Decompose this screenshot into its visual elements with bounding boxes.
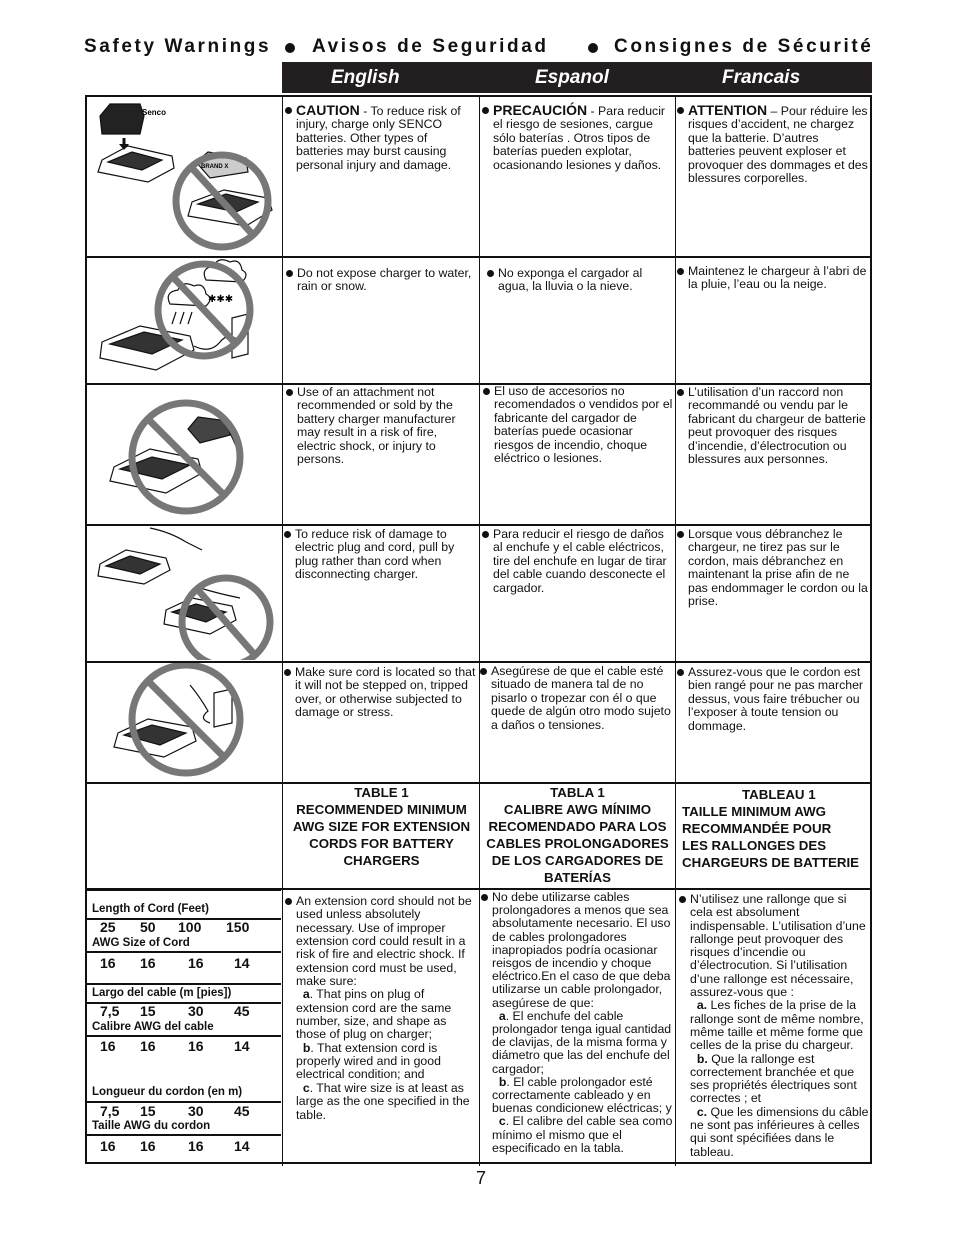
table-title-fr: TABLEAU 1 TAILLE MINIMUM AWG RECOMMANDÉE POUR LES RALLONGES DES CHARGEURS DE BATTERIE xyxy=(682,787,860,870)
bullet-icon xyxy=(677,107,684,114)
bullet-icon xyxy=(285,43,295,53)
table-rule xyxy=(86,1134,281,1136)
lang-english: English xyxy=(331,67,400,88)
lang-french: Francais xyxy=(722,67,801,88)
size-label-es: Calibre AWG del cable xyxy=(92,1021,214,1033)
page-title xyxy=(84,36,872,58)
title-spanish: Avisos de Seguridad xyxy=(312,36,549,57)
bullet-icon xyxy=(480,668,487,675)
brand-x-label: BRAND X xyxy=(201,164,229,170)
senco-brand-label: Senco xyxy=(142,108,167,117)
table-rule xyxy=(86,951,281,953)
bullet-icon xyxy=(481,894,488,901)
caution-fr: ATTENTION – Pour réduire les risques d’accident, ne chargez que la batterie. D’autres batteries peuvent exploser et provoquer des dommages et des blessures corporelles. xyxy=(677,104,869,185)
caution-en: CAUTION - To reduce risk of injury, charge only SENCO batteries. Other types of batteries may burst causing personal injury and damage. xyxy=(285,104,475,172)
table-rule xyxy=(86,918,281,920)
cord-warning-es: Asegúrese de que el cable esté situado de manera tal de no pisarlo o tropezar con él o que quede de algún otro modo sujeto a daños o tensiones. xyxy=(480,665,672,732)
caution-es: PRECAUCIÓN - Para reducir el riesgo de sesiones, cargue sólo baterías . Otros tipos de baterías pueden explotar, ocasionando lesiones y daños. xyxy=(482,104,672,172)
language-header-bar xyxy=(282,62,872,93)
bullet-icon xyxy=(487,270,494,277)
title-english: Safety Warnings xyxy=(84,36,272,57)
bullet-icon xyxy=(482,531,489,538)
bullet-icon xyxy=(679,896,686,903)
length-label-en: Length of Cord (Feet) xyxy=(92,903,209,915)
cord-warning-en: Make sure cord is located so that it will not be stepped on, tripped over, or otherwise subjected to damage or stress. xyxy=(284,666,476,720)
unplug-warning-en: To reduce risk of damage to electric plug and cord, pull by plug rather than cord when disconnecting charger. xyxy=(284,528,476,582)
bullet-icon xyxy=(677,389,684,396)
bullet-icon xyxy=(284,531,291,538)
charger-brand-x-illustration xyxy=(88,98,280,254)
table-title-en: TABLE 1 RECOMMENDED MINIMUM AWG SIZE FOR EXTENSION CORDS FOR BATTERY CHARGERS xyxy=(292,785,471,868)
bullet-icon xyxy=(677,531,684,538)
awg-size-table: Length of Cord (Feet) 25 50 100 150 AWG Size of Cord 16 16 16 14 Largo del cable (m [pies]) 7,5 15 30 45 Calibre AWG del cable 16 16 16 14 Longueur du cordon (en m) 7,5 15 30 45 Taille AWG du cordon 16 16 16 14 xyxy=(92,903,250,1154)
size-label-fr: Taille AWG du cordon xyxy=(92,1120,211,1132)
bullet-icon xyxy=(482,107,489,114)
table-rule xyxy=(86,1002,281,1004)
bullet-icon xyxy=(286,270,293,277)
extension-cord-en: An extension cord should not be used unless absolutely necessary. Use of improper extension cord could result in a risk of fire and electric shock. If extension cord must be used, make sure: a. That pins on plug of extension cord are the same number, size, and shape as those of plug on charger; b. That extension cord is properly wired and in good electrical condition; and c. That wire size is at least as large as the one specified in the table. xyxy=(285,895,477,1122)
bullet-icon xyxy=(677,669,684,676)
unplug-warning-es: Para reducir el riesgo de daños al enchufe y el cable eléctricos, tire del enchufe en lugar de tirar del cable cuando desconecte el cargador. xyxy=(482,528,672,595)
unplug-by-plug-illustration xyxy=(90,524,280,660)
title-french: Consignes de Sécurité xyxy=(614,36,874,57)
bullet-icon xyxy=(285,107,292,114)
charger-attachment-illustration xyxy=(90,385,280,525)
svg-text:✱✱✱: ✱✱✱ xyxy=(208,294,234,305)
bullet-icon xyxy=(284,669,291,676)
unplug-warning-fr: Lorsque vous débranchez le chargeur, ne tirez pas sur le cordon, mais débranchez en maintenant la prise afin de ne pas endommager le cordon ou la prise. xyxy=(677,528,869,608)
table-rule xyxy=(86,983,281,985)
attachment-warning-fr: L’utilisation d’un raccord non recommandé ou vendu par le fabricant du chargeur de batterie peut provoquer des risques d’incendie, d’électrocution ou blessures aux personnes. xyxy=(677,386,869,466)
table-rule xyxy=(86,1035,281,1037)
bullet-icon xyxy=(285,898,292,905)
water-warning-en: Do not expose charger to water, rain or snow. xyxy=(286,267,474,294)
attachment-warning-es: El uso de accesorios no recomendados o vendidos por el fabricante del cargador de baterías puede ocasionar riesgos de incendio, choque eléctrico o lesiones. xyxy=(483,385,673,465)
size-label-en: AWG Size of Cord xyxy=(92,937,190,949)
attachment-warning-en: Use of an attachment not recommended or sold by the battery charger manufacturer may result in a risk of fire, electric shock, or injury to persons. xyxy=(286,386,474,466)
cord-placement-illustration xyxy=(90,663,280,783)
table-title-es: TABLA 1 CALIBRE AWG MÍNIMO RECOMENDADO PARA LOS CABLES PROLONGADORES DE LOS CARGADORES DE BATERÍAS xyxy=(486,785,669,885)
water-warning-es: No exponga el cargador al agua, la lluvia o la nieve. xyxy=(487,267,671,294)
length-label-es: Largo del cable (m [pies]) xyxy=(92,987,232,999)
extension-cord-es: No debe utilizarse cables prolongadores a menos que sea absolutamente necesario. El uso de cables prolongadores inapropiados podría ocasionar reisgos de incendio y choque eléctrico.En el caso de que deba utilizarse un cable prolongador, asegúrese de que: a. El enchufe del cable prolongador tenga igual cantidad de clavijas, de la misma forma y diámetro que las del enchufe del cargador; b. El cable prolongador esté correctamente cableado y en buenas condicionew eléctricas; y c. El calibre del cable sea como mínimo el mismo que el especificado en la tabla. xyxy=(481,891,674,1155)
length-label-fr: Longueur du cordon (en m) xyxy=(92,1086,243,1098)
lang-spanish: Espanol xyxy=(535,67,609,88)
table-rule xyxy=(86,1101,281,1103)
table-rule xyxy=(86,889,281,891)
charger-rain-illustration xyxy=(90,258,280,382)
extension-cord-fr: N’utilisez une rallonge que si cela est absolument indispensable. L’utilisation d’une rallonge peut provoquer des risques d’incendie ou d’électrocution. Si l’utilisation d’une rallonge est nécessaire, assurez-vous que : a. Les fiches de la prise de la rallonge sont de même nombre, même taille et même forme que celles de la prise du chargeur. b. Que la rallonge est correctement branchée et que ses propriétés électriques sont correctes ; et c. Que les dimensions du câble ne sont pas inférieures à celles qui sont spécifiées dans le tableau. xyxy=(679,893,870,1159)
bullet-icon xyxy=(483,388,490,395)
cord-warning-fr: Assurez-vous que le cordon est bien rangé pour ne pas marcher dessus, vous faire trébucher ou l’exposer à toute tension ou dommage. xyxy=(677,666,869,733)
water-warning-fr: Maintenez le chargeur à l’abri de la pluie, l’eau ou la neige. xyxy=(677,265,869,292)
page-number: 7 xyxy=(476,1168,487,1188)
bullet-icon xyxy=(677,268,684,275)
bullet-icon xyxy=(588,43,598,53)
bullet-icon xyxy=(286,389,293,396)
